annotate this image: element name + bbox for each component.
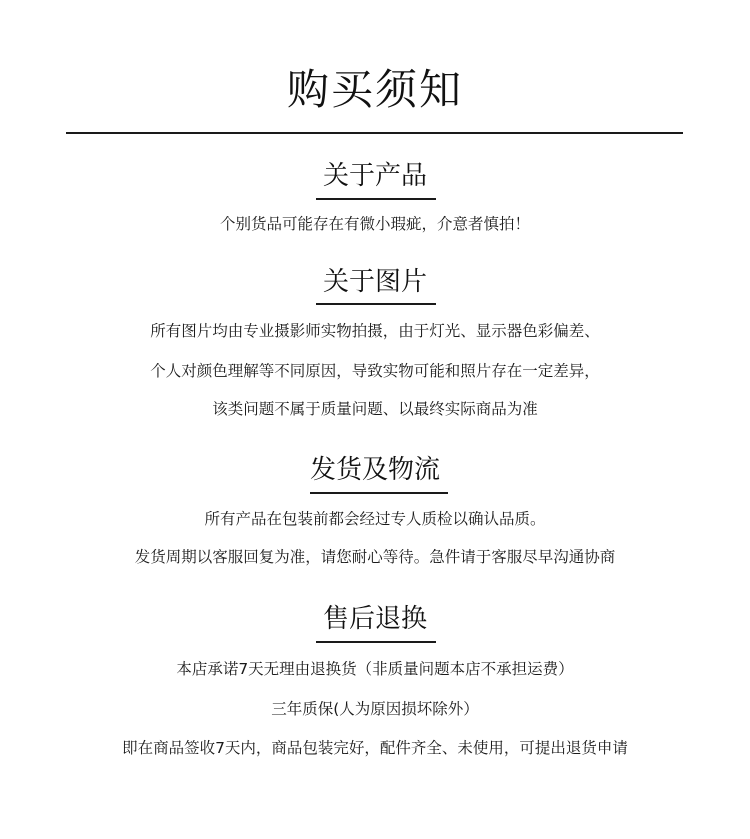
section-product-heading: 关于产品 [322,161,427,191]
section-returns-heading: 售后退换 [322,604,427,634]
page-title: 购买须知 [286,65,463,114]
section-product-heading-underline [316,198,436,200]
section-images-line: 个人对颜色理解等不同原因，导致实物可能和照片存在一定差异， [150,362,600,380]
section-images-line: 所有图片均由专业摄影师实物拍摄，由于灯光、显示器色彩偏差、 [150,322,600,340]
section-shipping-heading: 发货及物流 [309,455,440,485]
section-returns-line: 三年质保(人为原因损坏除外） [271,700,479,718]
section-shipping-line: 发货周期以客服回复为准，请您耐心等待。急件请于客服尽早沟通协商 [134,548,616,566]
section-shipping-heading-underline [310,492,448,494]
section-shipping-line: 所有产品在包装前都会经过专人质检以确认品质。 [204,510,546,528]
section-product-line: 个别货品可能存在有微小瑕疵，介意者慎拍！ [219,215,530,233]
section-images-heading-underline [316,303,436,305]
section-images-heading: 关于图片 [322,267,427,297]
title-divider [66,132,683,134]
section-returns-heading-underline [316,641,436,643]
section-images-line: 该类问题不属于质量问题、以最终实际商品为准 [212,400,538,418]
section-returns-line: 本店承诺7天无理由退换货（非质量问题本店不承担运费） [176,660,574,678]
section-returns-line: 即在商品签收7天内，商品包装完好，配件齐全、未使用，可提出退货申请 [122,739,628,757]
